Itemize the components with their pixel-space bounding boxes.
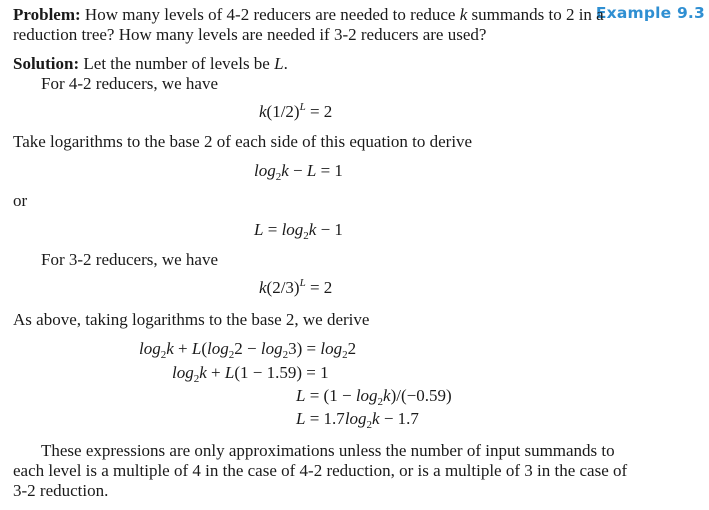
or-text: or <box>13 191 28 210</box>
conclusion-line-1: These expressions are only approximations unless the number of input summands to <box>41 441 615 460</box>
solution-label: Solution: <box>13 54 80 73</box>
derivation-line-3: $L = (1 - \log_2k)/(-0.59)$ <box>296 386 452 408</box>
problem-text-a: How many levels of 4-2 reducers are needed to reduce <box>84 5 456 24</box>
for-42-text: For 4-2 reducers, we have <box>41 74 219 93</box>
equation-2: $\log_2k - L = 1$ <box>254 161 343 183</box>
conclusion-line-2: each level is a multiple of 4 in the case of 4-2 reduction, or is a multiple of 3 in the case of <box>13 461 628 480</box>
take-logs-text: Take logarithms to the base 2 of each side of this equation to derive <box>13 132 473 151</box>
derivation-line-2: $\log_2k + L(1 - 1.59) = 1$ <box>172 363 329 385</box>
solution-intro: Let the number of levels be <box>83 54 270 73</box>
equation-3: $L = \log_2k - 1$ <box>254 220 343 242</box>
problem-line-2: reduction tree? How many levels are needed if 3-2 reducers are used? <box>13 25 487 44</box>
problem-text-b: summands to 2 in a <box>471 5 604 24</box>
solution-line: Solution: Let the number of levels be L. <box>13 54 288 73</box>
derivation-line-4: $L = 1.7\log_2k - 1.7$ <box>296 409 419 431</box>
solution-var-L: L <box>274 54 284 73</box>
example-label: Example 9.3 <box>595 4 705 22</box>
conclusion-line-3: 3-2 reduction. <box>13 481 109 500</box>
problem-line-1 <box>13 4 604 26</box>
problem-var-k: k <box>459 5 468 24</box>
equation-4: $k(2/3)^L = 2$ <box>259 277 333 297</box>
as-above-text: As above, taking logarithms to the base 2, we derive <box>13 310 370 329</box>
equation-1: $k(1/2)^L = 2$ <box>259 101 333 121</box>
derivation-line-1: $\log_2k + L(\log_22 - \log_23) = \log_22$ <box>139 339 357 361</box>
problem-label: Problem: <box>13 5 81 24</box>
for-32-text: For 3-2 reducers, we have <box>41 250 219 269</box>
